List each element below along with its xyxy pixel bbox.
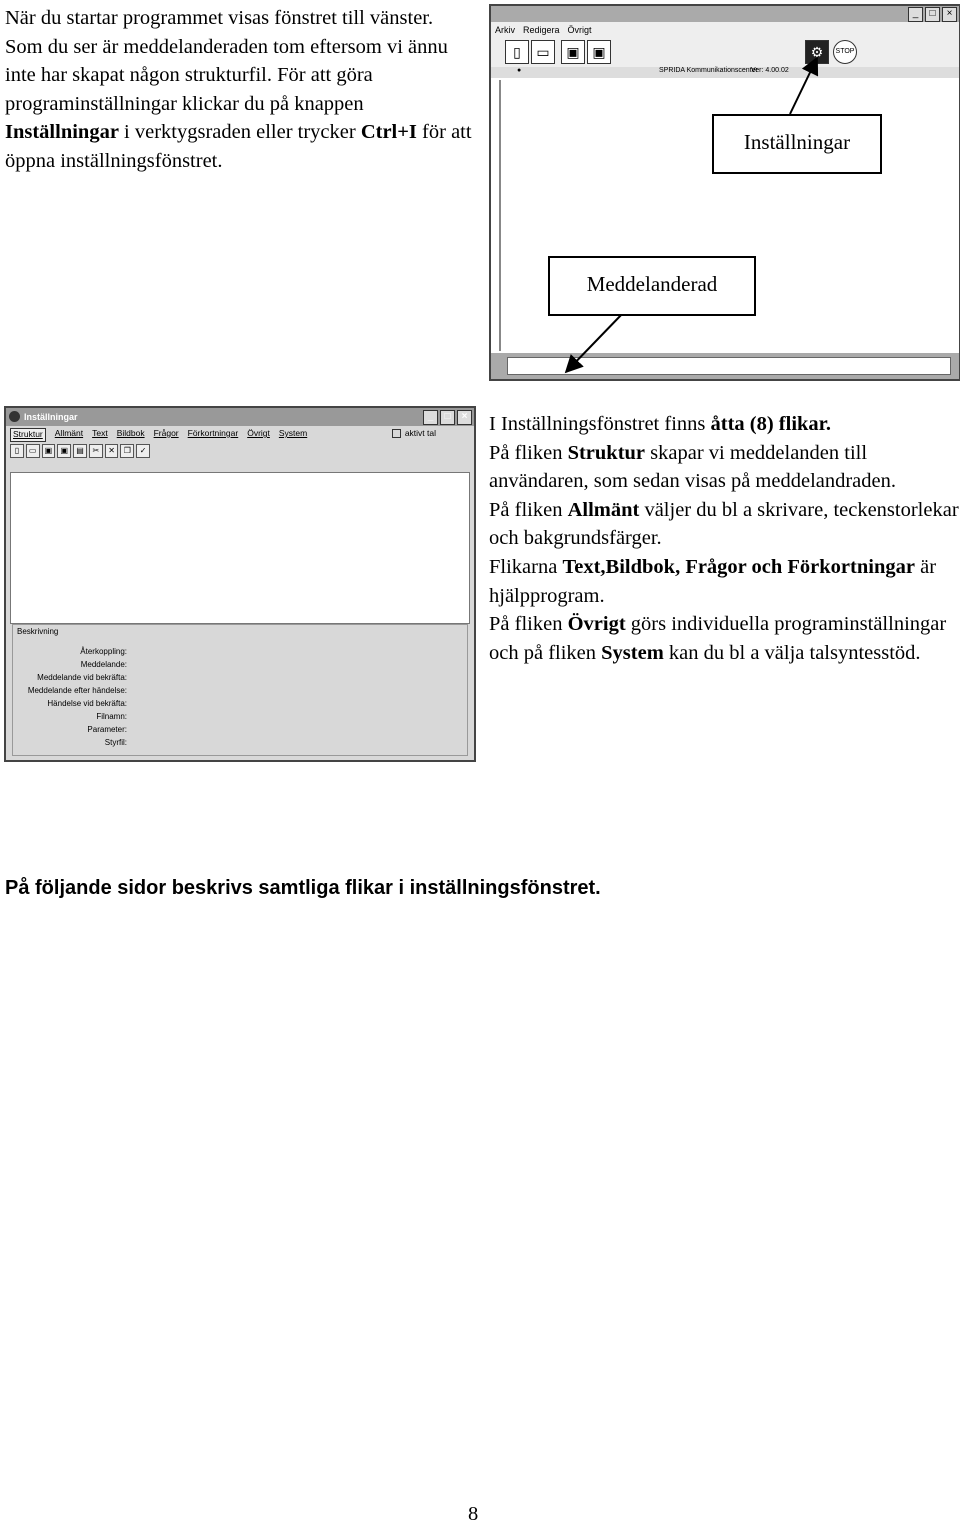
- save-as-icon[interactable]: ▣: [561, 40, 585, 64]
- status-title: SPRIDA Kommunikationscenter: [659, 67, 758, 74]
- desc-p3-bold: Allmänt: [567, 498, 640, 521]
- intro-bold-settings: Inställningar: [5, 121, 119, 144]
- tab-allmant[interactable]: Allmänt: [54, 428, 84, 438]
- structure-list[interactable]: [10, 472, 470, 624]
- field-label-styrfil: Styrfil:: [104, 738, 127, 747]
- minimize-icon[interactable]: _: [423, 410, 438, 425]
- intro-text-3: för att öppna inställningsfönstret.: [5, 121, 472, 172]
- desc-p2-text-c: skapar vi meddelanden till användaren, som sedan visas på meddelandraden.: [489, 441, 897, 493]
- desc-p2-bold: Struktur: [567, 441, 646, 464]
- new-icon[interactable]: ▯: [10, 444, 24, 458]
- field-label-aterkoppling: Återkoppling:: [80, 647, 127, 656]
- field-label-meddelande-vid-bekrafta: Meddelande vid bekräfta:: [37, 673, 127, 682]
- desc-p5-bold-ovrigt: Övrigt: [567, 613, 626, 636]
- field-label-meddelande-efter-handelse: Meddelande efter händelse:: [27, 686, 127, 695]
- settings-toolbar: [10, 444, 150, 458]
- menu-redigera[interactable]: Redigera: [523, 24, 560, 35]
- desc-p4-text-c: är hjälpprogram.: [489, 555, 937, 607]
- description-panel-title: Beskrivning: [17, 627, 59, 636]
- desc-line-struktur: [489, 439, 960, 496]
- arrow-to-settings-button: [790, 58, 817, 114]
- close-icon[interactable]: ×: [942, 7, 957, 22]
- save-as-icon[interactable]: ▣: [57, 444, 71, 458]
- desc-p5-text-a: På fliken: [489, 613, 568, 636]
- minimize-icon[interactable]: _: [908, 7, 923, 22]
- copy-icon[interactable]: ❐: [120, 444, 134, 458]
- tab-ovrigt[interactable]: Övrigt: [247, 428, 270, 438]
- settings-window-title: Inställningar: [24, 412, 78, 422]
- field-label-filnamn: Filnamn:: [96, 712, 127, 721]
- desc-p5-bold-system: System: [601, 641, 664, 664]
- info-icon: ●: [517, 67, 522, 74]
- save-icon[interactable]: ▣: [42, 444, 56, 458]
- settings-window-titlebar: [6, 408, 474, 426]
- menu-ovrigt[interactable]: Övrigt: [567, 24, 592, 35]
- callout-message-row: Meddelanderad: [548, 256, 756, 316]
- field-label-parameter: Parameter:: [87, 725, 127, 734]
- new-file-icon[interactable]: ▯: [505, 40, 529, 64]
- active-speech-label: aktivt tal: [404, 428, 436, 438]
- desc-p2-text-a: På fliken: [489, 441, 568, 464]
- maximize-icon[interactable]: □: [925, 7, 940, 22]
- desc-p3-text-a: På fliken: [489, 498, 568, 521]
- save-icon[interactable]: ▣: [587, 40, 611, 64]
- desc-p4-text-a: Flikarna: [489, 555, 563, 578]
- open-icon[interactable]: ▭: [26, 444, 40, 458]
- settings-button[interactable]: ⚙: [805, 40, 829, 64]
- tab-system[interactable]: System: [278, 428, 308, 438]
- callout-arrows: [0, 0, 960, 400]
- description-text: [489, 410, 960, 667]
- arrow-to-message-row: [566, 312, 624, 372]
- delete-icon[interactable]: ✕: [105, 444, 119, 458]
- status-version: Ver: 4.00.02: [751, 67, 789, 74]
- open-folder-icon[interactable]: ▭: [531, 40, 555, 64]
- field-label-handelse-vid-bekrafta: Händelse vid bekräfta:: [47, 699, 127, 708]
- desc-p4-bold: Text,Bildbok, Frågor och Förkortningar: [562, 555, 915, 578]
- checkmark-icon[interactable]: ✓: [136, 444, 150, 458]
- desc-line-ovrigt-system: [489, 610, 960, 667]
- stop-button[interactable]: STOP: [833, 40, 857, 64]
- closing-sentence: På följande sidor beskrivs samtliga flikar i inställningsfönstret.: [5, 877, 601, 899]
- settings-window-screenshot: [4, 406, 476, 762]
- checkbox-icon[interactable]: [392, 429, 401, 438]
- tab-forkortningar[interactable]: Förkortningar: [187, 428, 239, 438]
- desc-p1-bold: åtta (8) flikar.: [710, 413, 832, 435]
- page-number: 8: [468, 1503, 479, 1525]
- desc-p1-text: I Inställningsfönstret finns: [489, 413, 711, 435]
- desc-p5-text-e: kan du bl a välja talsyntesstöd.: [663, 641, 921, 664]
- tab-text[interactable]: Text: [92, 428, 108, 438]
- intro-text-1: När du startar programmet visas fönstret till vänster. Som du ser är meddelanderaden tom eftersom vi ännu inte har skapat någon strukturfil. För att göra programinställningar klickar du på knappen: [5, 7, 448, 115]
- print-icon[interactable]: ▤: [73, 444, 87, 458]
- intro-bold-shortcut: Ctrl+I: [360, 121, 417, 144]
- intro-text-2: i verktygsraden eller trycker: [118, 121, 361, 144]
- desc-p5-text-c: görs individuella programinställningar och på fliken: [489, 613, 947, 664]
- desc-p3-text-c: väljer du bl a skrivare, teckenstorlekar och bakgrundsfärger.: [489, 498, 959, 550]
- menu-arkiv[interactable]: Arkiv: [495, 24, 515, 35]
- maximize-icon[interactable]: □: [440, 410, 455, 425]
- cut-icon[interactable]: ✂: [89, 444, 103, 458]
- callout-settings: Inställningar: [712, 114, 882, 174]
- desc-line-allmant: [489, 496, 960, 553]
- close-icon[interactable]: ×: [457, 410, 472, 425]
- tab-struktur[interactable]: Struktur: [10, 428, 46, 442]
- active-speech-checkbox[interactable]: [392, 428, 436, 438]
- desc-line-help: [489, 553, 960, 610]
- tab-fragor[interactable]: Frågor: [153, 428, 179, 438]
- tab-bildbok[interactable]: Bildbok: [116, 428, 145, 438]
- description-panel: [12, 624, 468, 756]
- field-label-meddelande: Meddelande:: [80, 660, 127, 669]
- app-icon: [9, 411, 20, 422]
- desc-line-tabs: [489, 410, 960, 439]
